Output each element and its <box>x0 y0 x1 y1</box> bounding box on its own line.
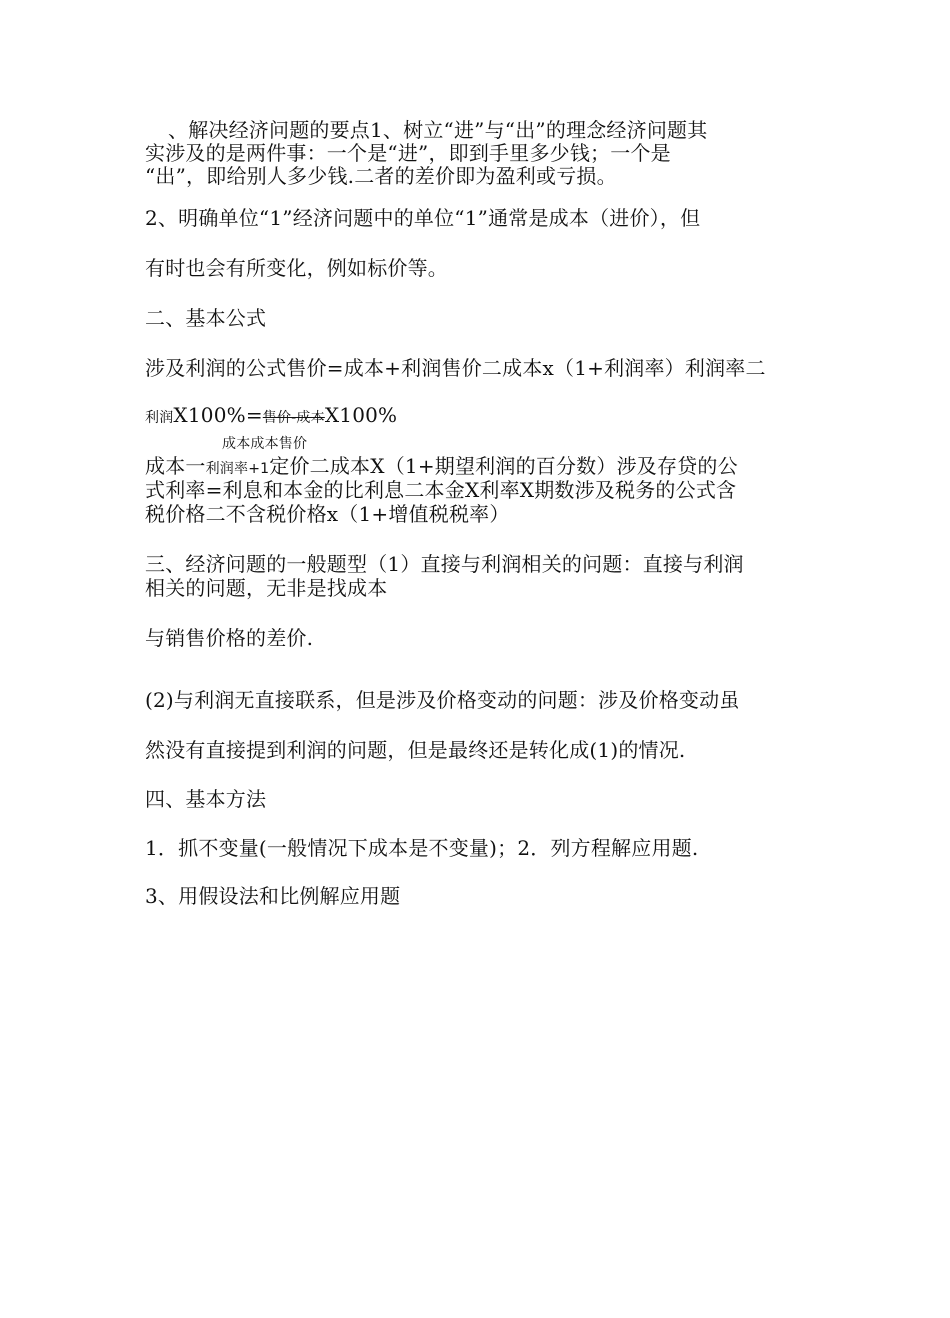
text-line: (2)与利润无直接联系，但是涉及价格变动的问题：涉及价格变动虽 <box>145 688 740 712</box>
text-line: 然没有直接提到利润的问题，但是最终还是转化成(1)的情况. <box>145 738 686 762</box>
text-line: 、解决经济问题的要点1、树立“进”与“出”的理念经济问题其 <box>168 118 708 142</box>
formula-fragment: 定价二成本X（1+期望利润的百分数）涉及存贷的公 <box>269 454 738 478</box>
text-line: 与销售价格的差价. <box>145 626 314 650</box>
text-line: “出”，即给别人多少钱.二者的差价即为盈利或亏损。 <box>145 164 617 188</box>
text-line: 涉及利润的公式售价=成本+利润售价二成本x（1+利润率）利润率二 <box>145 356 766 380</box>
text-line: 税价格二不含税价格x（1+增值税税率） <box>145 502 510 526</box>
section-heading: 三、经济问题的一般题型（1）直接与利润相关的问题：直接与利润 <box>145 552 744 576</box>
text-line: 1．抓不变量(一般情况下成本是不变量)；2．列方程解应用题. <box>145 836 699 860</box>
formula-fragment: 售价-成本 <box>262 410 325 426</box>
formula-fragment: 利润率+1 <box>205 461 270 477</box>
text-line: 相关的问题，无非是找成本 <box>145 576 388 600</box>
formula-fragment: X100% <box>324 403 398 427</box>
formula-fragment: X100%= <box>173 403 263 427</box>
formula-fragment: 利润 <box>145 410 174 426</box>
formula-line <box>145 454 738 481</box>
formula-denominator: 成本成本售价 <box>222 436 308 452</box>
text-line: 2、明确单位“1”经济问题中的单位“1”通常是成本（进价），但 <box>145 206 701 230</box>
section-heading: 二、基本公式 <box>145 306 267 330</box>
text-line: 有时也会有所变化，例如标价等。 <box>145 256 448 280</box>
section-heading: 四、基本方法 <box>145 787 267 811</box>
text-line: 3、用假设法和比例解应用题 <box>145 884 401 908</box>
formula-line <box>145 403 397 430</box>
formula-fragment: 成本一 <box>145 454 206 478</box>
text-line: 式利率=利息和本金的比利息二本金X利率X期数涉及税务的公式含 <box>145 478 737 502</box>
text-line: 实涉及的是两件事：一个是“进”，即到手里多少钱；一个是 <box>145 141 671 165</box>
